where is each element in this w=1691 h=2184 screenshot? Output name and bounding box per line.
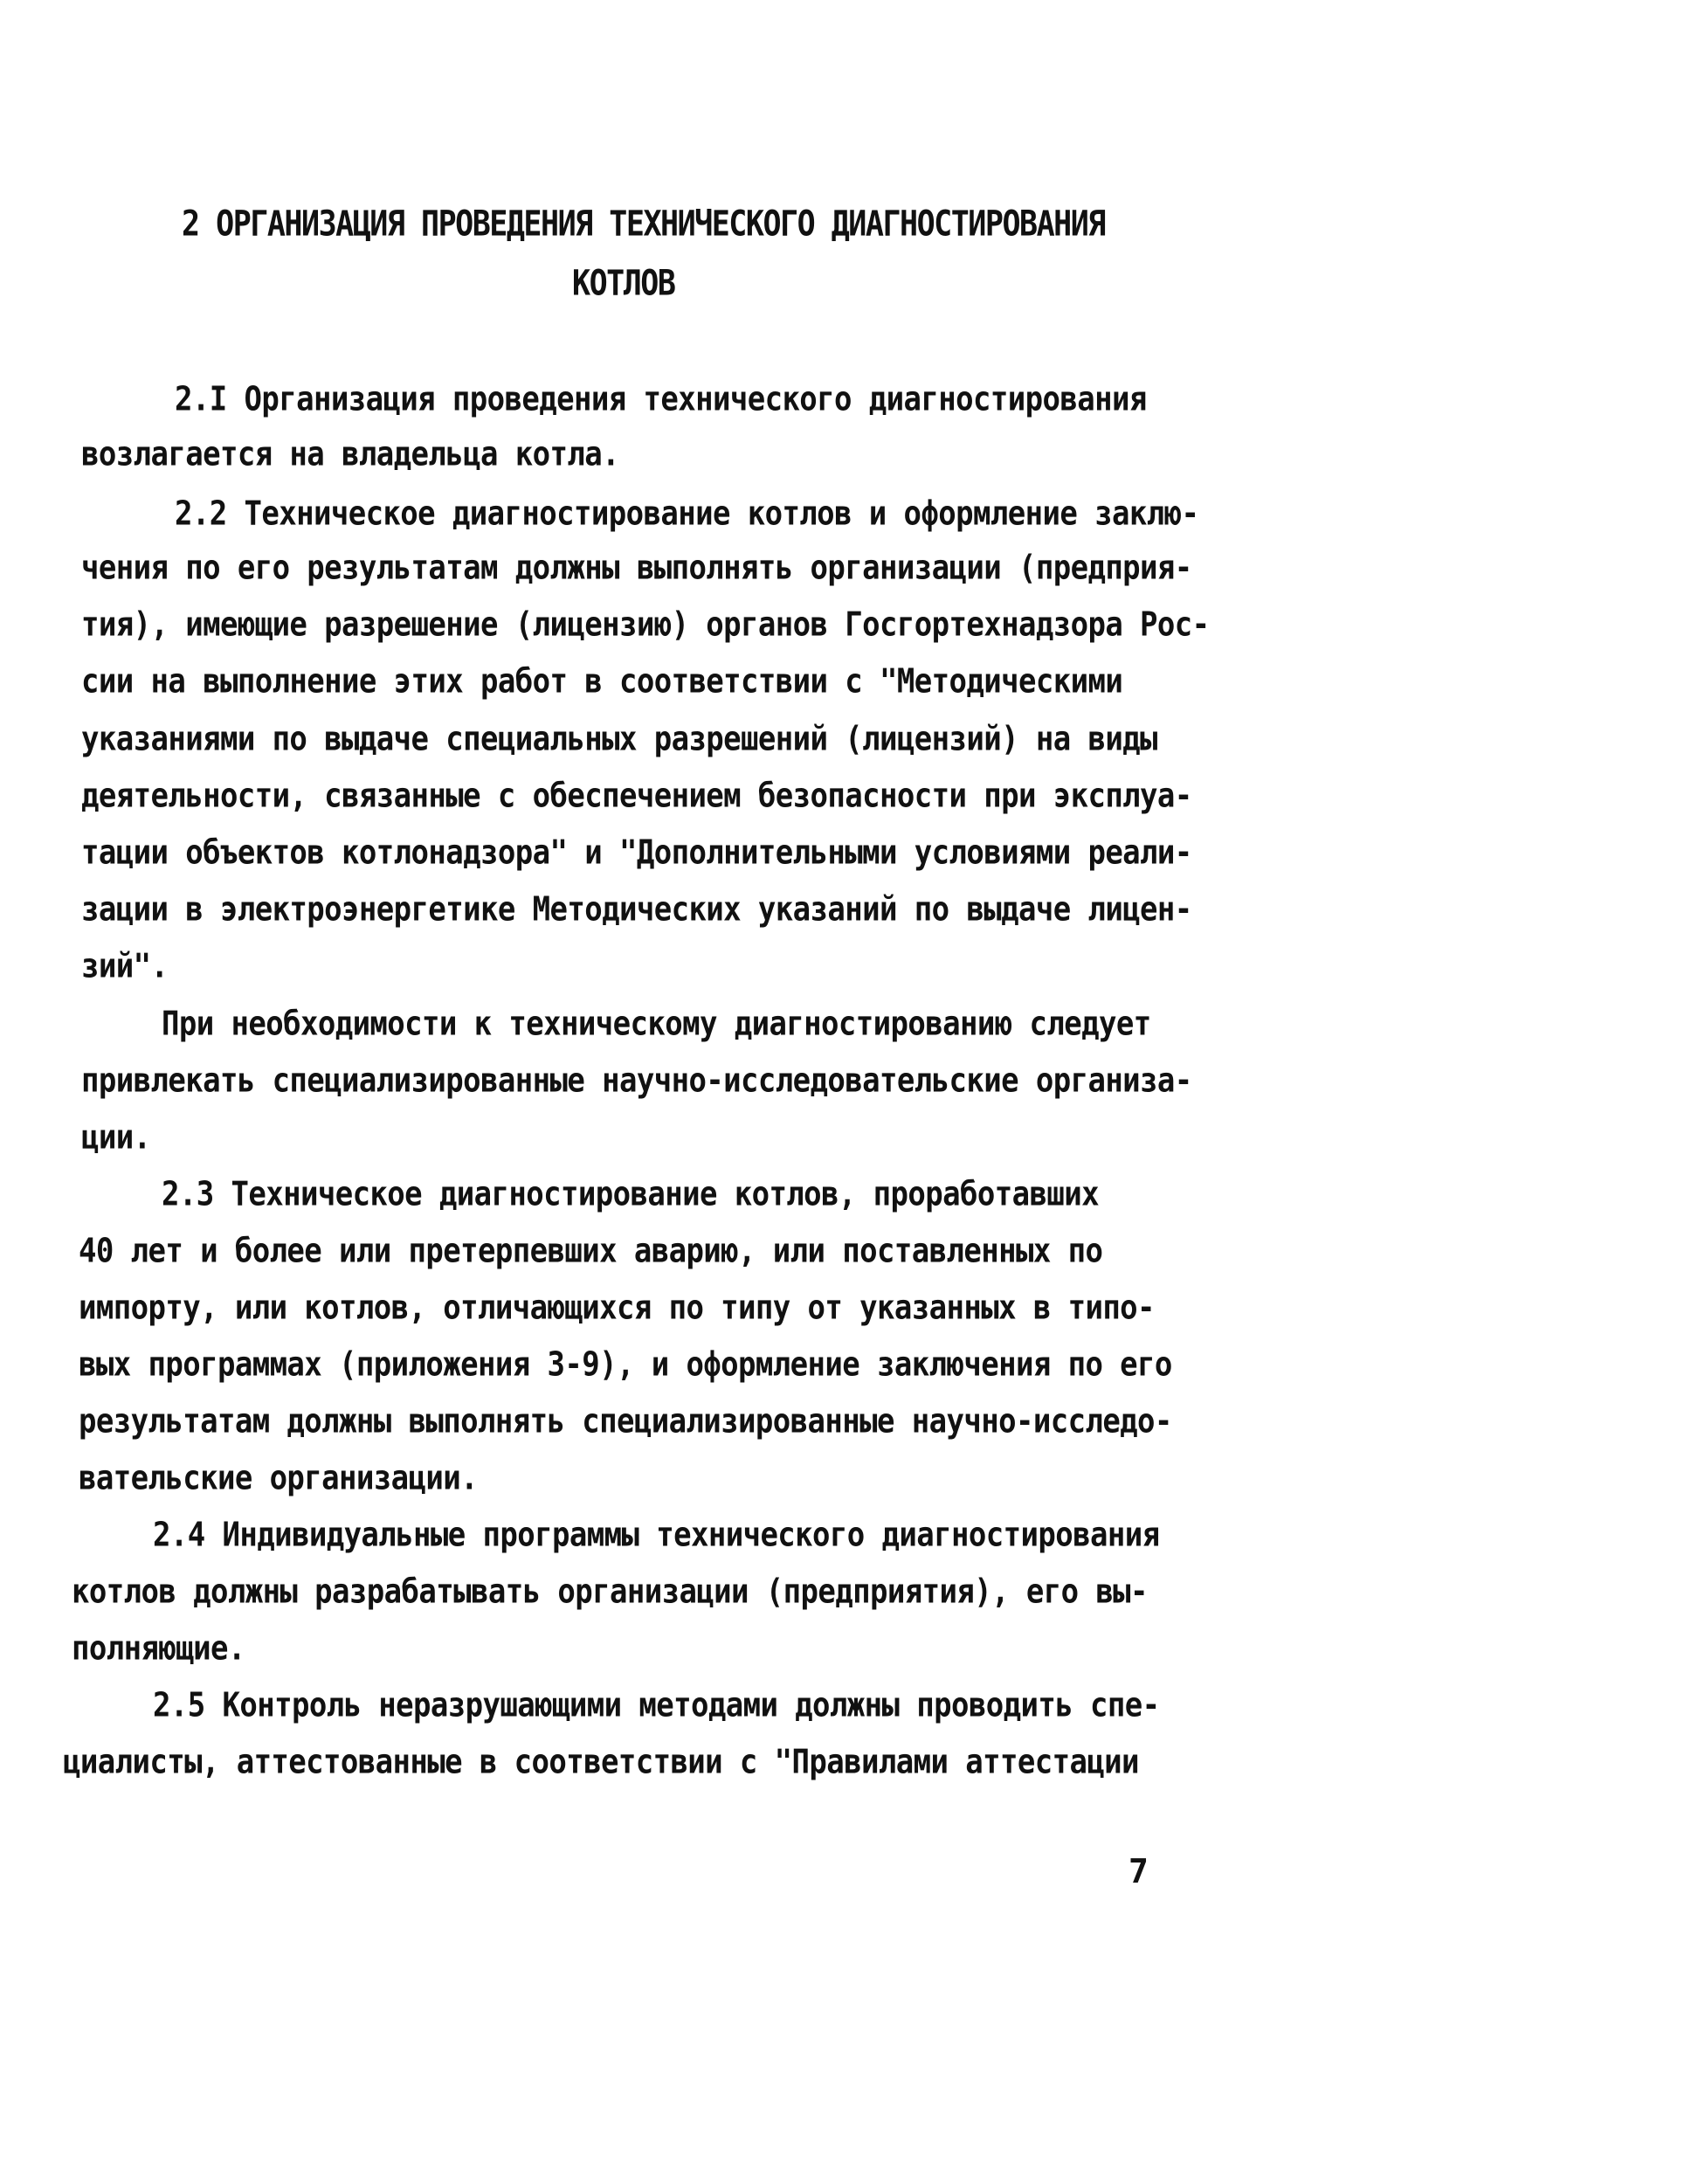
text-line: зий".	[81, 947, 169, 986]
section-heading-line-1: 2 ОРГАНИЗАЦИЯ ПРОВЕДЕНИЯ ТЕХНИЧЕСКОГО ДИАГНОСТИРОВАНИЯ	[182, 204, 1105, 245]
text-line: чения по его результатам должны выполнять организации (предприя-	[81, 549, 1192, 588]
text-line: котлов должны разрабатывать организации (предприятия), его вы-	[72, 1572, 1148, 1612]
text-line: ции.	[81, 1118, 151, 1158]
text-line: импорту, или котлов, отличающихся по типу от указанных в типо-	[79, 1289, 1155, 1328]
text-line: 2.I Организация проведения технического диагностирования	[175, 380, 1147, 419]
text-line: 2.2 Техническое диагностирование котлов и оформление заклю-	[175, 494, 1199, 534]
text-line: возлагается на владельца котла.	[81, 435, 619, 474]
text-line: деятельности, связанные с обеспечением безопасности при эксплуа-	[81, 777, 1192, 816]
text-line: полняющие.	[72, 1629, 245, 1669]
text-line: указаниями по выдаче специальных разрешений (лицензий) на виды	[81, 720, 1157, 759]
text-line: 40 лет и более или претерпевших аварию, или поставленных по	[79, 1232, 1103, 1271]
text-line: циалисты, аттестованные в соответствии с "Правилами аттестации	[63, 1743, 1139, 1782]
text-line: вательские организации.	[79, 1459, 479, 1498]
text-line: результатам должны выполнять специализированные научно-исследо-	[79, 1402, 1172, 1441]
text-line: сии на выполнение этих работ в соответствии с "Методическими	[81, 662, 1123, 702]
text-line: привлекать специализированные научно-исследовательские организа-	[81, 1061, 1192, 1101]
text-line: 2.5 Контроль неразрушающими методами должны проводить спе-	[153, 1686, 1160, 1725]
page-number: 7	[1128, 1852, 1149, 1890]
section-heading-line-2: КОТЛОВ	[572, 264, 675, 304]
text-line: тации объектов котлонадзора" и "Дополнительными условиями реали-	[81, 833, 1192, 873]
text-line: 2.4 Индивидуальные программы технического диагностирования	[153, 1516, 1160, 1555]
text-line: вых программах (приложения 3-9), и оформление заключения по его	[79, 1345, 1172, 1385]
text-line: тия), имеющие разрешение (лицензию) органов Госгортехнадзора Рос-	[81, 605, 1210, 645]
text-line: зации в электроэнергетике Методических указаний по выдаче лицен-	[81, 890, 1192, 930]
text-line: При необходимости к техническому диагностированию следует	[162, 1005, 1151, 1044]
text-line: 2.3 Техническое диагностирование котлов, проработавших	[162, 1175, 1099, 1214]
